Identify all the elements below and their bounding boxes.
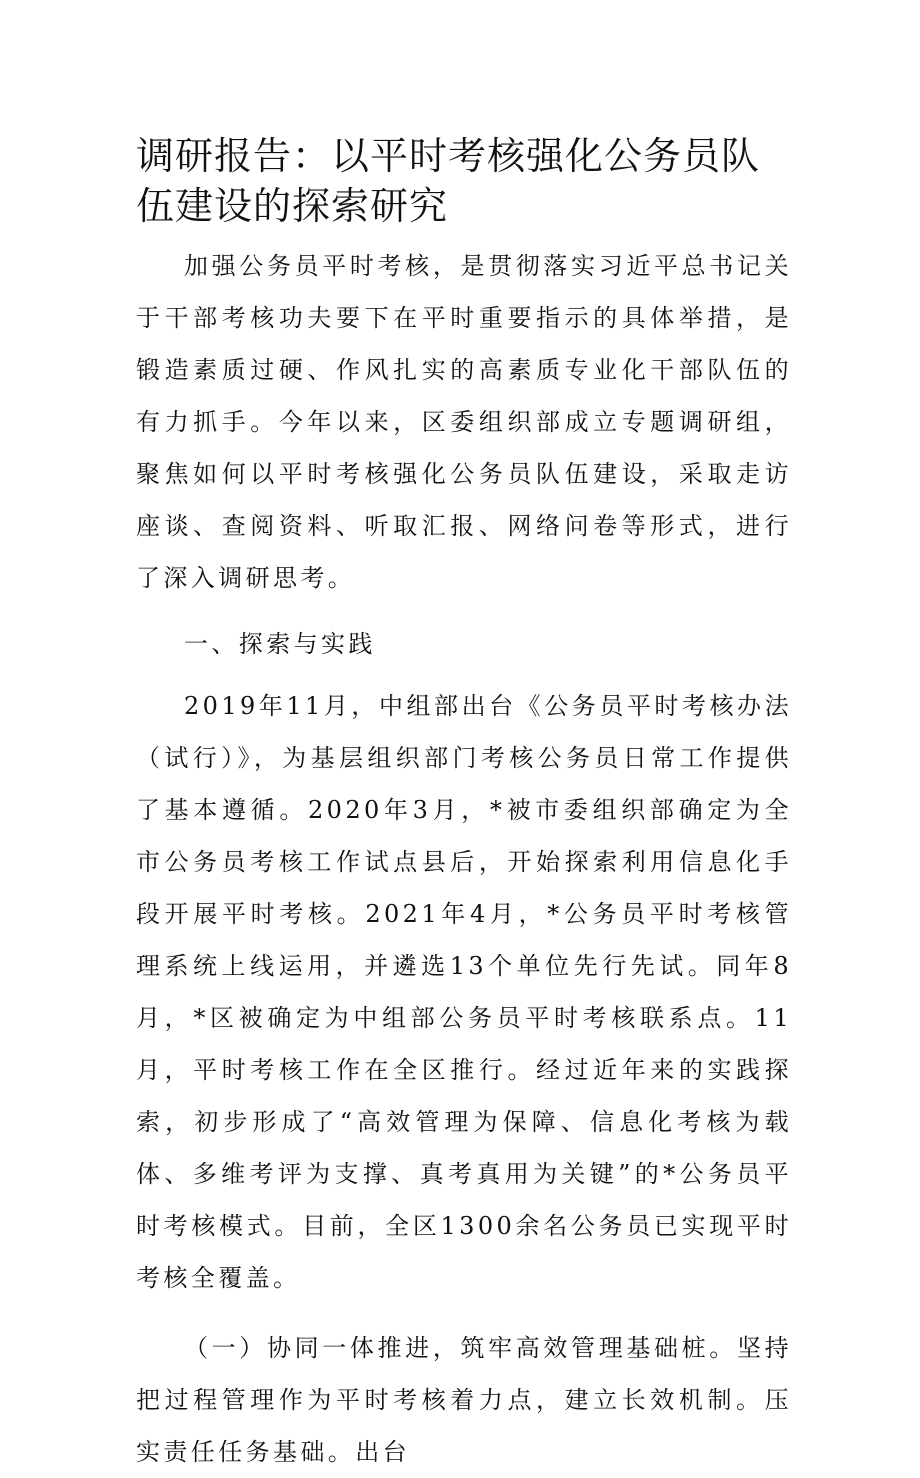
intro-paragraph: 加强公务员平时考核，是贯彻落实习近平总书记关于干部考核功夫要下在平时重要指示的具体举措，是锻造素质过硬、作风扎实的高素质专业化干部队伍的有力抓手。今年以来，区委组织部成立专题调研组，聚焦如何以平时考核强化公务员队伍建设，采取走访座谈、查阅资料、听取汇报、网络问卷等形式，进行了深入调研思考。: [136, 252, 792, 592]
section-heading: 一、探索与实践: [184, 630, 376, 658]
document-body: [136, 240, 792, 1478]
subsection-paragraph: （一）协同一体推进，筑牢高效管理基础桩。坚持把过程管理作为平时考核着力点，建立长效机制。压实责任任务基础。出台: [136, 1334, 792, 1466]
practice-paragraph: 2019年11月，中组部出台《公务员平时考核办法（试行）》，为基层组织部门考核公务员日常工作提供了基本遵循。2020年3月，*被市委组织部确定为全市公务员考核工作试点县后，开始探索利用信息化手段开展平时考核。2021年4月，*公务员平时考核管理系统上线运用，并遴选13个单位先行先试。同年8月，*区被确定为中组部公务员平时考核联系点。11月，平时考核工作在全区推行。经过近年来的实践探索，初步形成了“高效管理为保障、信息化考核为载体、多维考评为支撑、真考真用为关键”的*公务员平时考核模式。目前，全区1300余名公务员已实现平时考核全覆盖。: [136, 692, 792, 1292]
document-title: 调研报告：以平时考核强化公务员队伍建设的探索研究: [136, 134, 761, 228]
